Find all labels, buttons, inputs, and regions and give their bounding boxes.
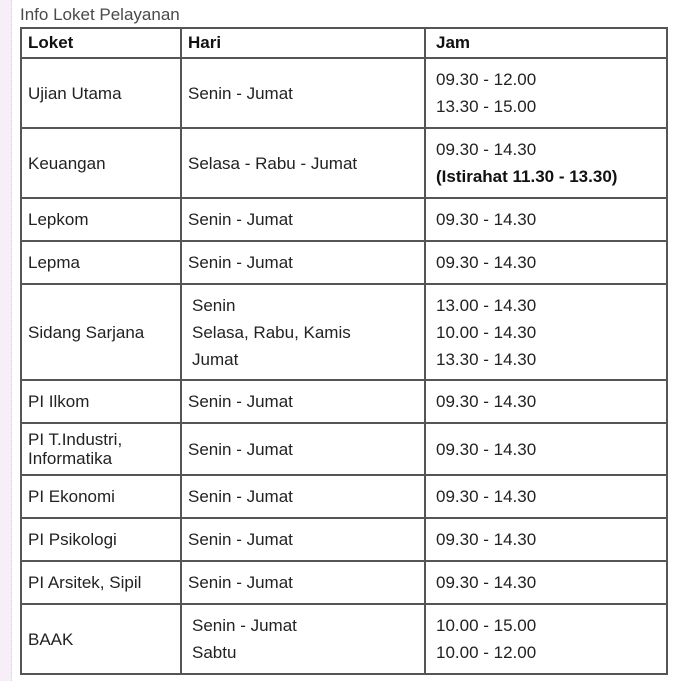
- table-row: [21, 284, 667, 380]
- jam-cell: [425, 518, 667, 561]
- hari-cell: [181, 475, 425, 518]
- loket-name: PI Ekonomi: [28, 487, 115, 506]
- jam-line: 09.30 - 14.30: [436, 140, 537, 159]
- loket-cell: [21, 604, 181, 674]
- table-row: [21, 518, 667, 561]
- hari-line: Senin - Jumat: [188, 573, 293, 592]
- jam-line: 13.00 - 14.30: [436, 295, 537, 315]
- jam-line: 09.30 - 14.30: [436, 439, 537, 459]
- jam-cell: [425, 380, 667, 423]
- table-row: [21, 198, 667, 241]
- service-schedule-table: [20, 27, 668, 675]
- hari-cell: [181, 128, 425, 198]
- loket-cell: [21, 561, 181, 604]
- jam-cell: [425, 561, 667, 604]
- loket-cell: [21, 518, 181, 561]
- jam-line: 09.30 - 14.30: [436, 253, 537, 272]
- hari-line: Senin - Jumat: [188, 487, 293, 506]
- table-row: [21, 241, 667, 284]
- loket-cell: [21, 423, 181, 475]
- jam-cell: [425, 475, 667, 518]
- jam-line: 09.30 - 14.30: [436, 487, 537, 506]
- hari-cell: [181, 423, 425, 475]
- loket-cell: [21, 128, 181, 198]
- table-row: [21, 58, 667, 128]
- jam-cell: [425, 604, 667, 674]
- hari-cell: [181, 604, 425, 674]
- loket-name: PI T.Industri, Informatika: [28, 430, 123, 468]
- table-row: [21, 128, 667, 198]
- hari-line: Sabtu: [192, 643, 237, 662]
- loket-name: BAAK: [28, 629, 74, 649]
- loket-name: Ujian Utama: [28, 83, 122, 103]
- jam-line: 13.30 - 15.00: [436, 97, 537, 116]
- hari-line: Selasa - Rabu - Jumat: [188, 153, 358, 173]
- jam-line: 09.30 - 12.00: [436, 70, 537, 89]
- hari-line: Senin - Jumat: [192, 616, 297, 635]
- hari-line: Senin - Jumat: [188, 210, 293, 229]
- page-title: Info Loket Pelayanan: [20, 5, 180, 24]
- jam-line: 09.30 - 14.30: [436, 530, 537, 549]
- jam-cell: [425, 198, 667, 241]
- jam-line: 10.00 - 12.00: [436, 643, 537, 662]
- hari-line: Jumat: [192, 349, 239, 369]
- hari-cell: [181, 284, 425, 380]
- hari-line: Senin - Jumat: [188, 439, 293, 459]
- jam-cell: [425, 423, 667, 475]
- loket-name: Keuangan: [28, 153, 106, 173]
- hari-cell: [181, 561, 425, 604]
- hari-line: Senin - Jumat: [188, 530, 293, 549]
- hari-line: Senin - Jumat: [188, 83, 293, 103]
- loket-name: PI Arsitek, Sipil: [28, 573, 142, 592]
- jam-cell: [425, 241, 667, 284]
- hari-line: Senin - Jumat: [188, 253, 293, 272]
- loket-cell: [21, 198, 181, 241]
- hari-cell: [181, 58, 425, 128]
- column-header-jam: Jam: [425, 28, 667, 58]
- loket-cell: [21, 284, 181, 380]
- loket-cell: [21, 380, 181, 423]
- table-row: [21, 561, 667, 604]
- hari-line: Senin: [192, 295, 236, 315]
- loket-name: PI Psikologi: [28, 530, 117, 549]
- table-row: [21, 380, 667, 423]
- page-left-border: [0, 0, 12, 681]
- column-header-loket: Loket: [21, 28, 181, 58]
- table-row: [21, 604, 667, 674]
- jam-line: 10.00 - 15.00: [436, 616, 537, 635]
- table-header-row: [21, 28, 667, 58]
- loket-name: PI Ilkom: [28, 392, 90, 411]
- loket-cell: [21, 241, 181, 284]
- jam-line: 10.00 - 14.30: [436, 322, 537, 342]
- table-row: [21, 423, 667, 475]
- loket-name: Sidang Sarjana: [28, 322, 145, 342]
- jam-cell: [425, 128, 667, 198]
- loket-cell: [21, 475, 181, 518]
- hari-cell: [181, 198, 425, 241]
- jam-line: 09.30 - 14.30: [436, 573, 537, 592]
- hari-cell: [181, 380, 425, 423]
- loket-name: Lepma: [28, 253, 80, 272]
- loket-cell: [21, 58, 181, 128]
- break-time-note: (Istirahat 11.30 - 13.30): [436, 167, 618, 186]
- jam-cell: [425, 284, 667, 380]
- hari-cell: [181, 241, 425, 284]
- table-row: [21, 475, 667, 518]
- hari-line: Selasa, Rabu, Kamis: [192, 322, 351, 342]
- hari-cell: [181, 518, 425, 561]
- column-header-hari: Hari: [181, 28, 425, 58]
- hari-line: Senin - Jumat: [188, 392, 293, 411]
- jam-line: 13.30 - 14.30: [436, 349, 537, 369]
- jam-line: 09.30 - 14.30: [436, 392, 537, 411]
- loket-name: Lepkom: [28, 210, 89, 229]
- jam-cell: [425, 58, 667, 128]
- jam-line: 09.30 - 14.30: [436, 210, 537, 229]
